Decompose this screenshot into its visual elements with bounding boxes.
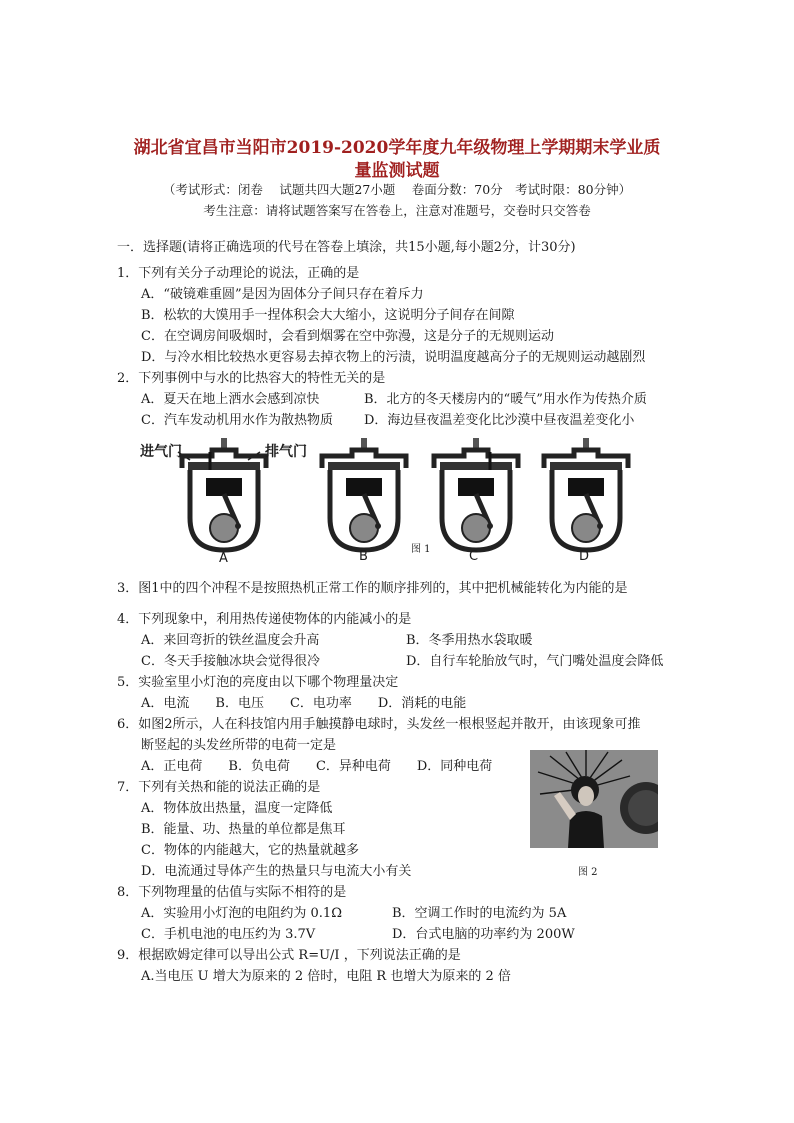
q4-stem: 4．下列现象中，利用热传递使物体的内能减小的是	[117, 612, 412, 627]
q1-option-b: B．松软的大馍用手一捏体积会大大缩小，这说明分子间存在间隙	[141, 308, 515, 323]
q7-stem: 7．下列有关热和能的说法正确的是	[117, 780, 321, 795]
engine-a-label: A	[219, 551, 228, 566]
exam-notice: 考生注意：请将试题答案写在答卷上，注意对准题号，交卷时只交答卷	[203, 203, 591, 218]
q2-option-b: B．北方的冬天楼房内的“暖气”用水作为传热介质	[364, 392, 647, 407]
q8-option-b: B．空调工作时的电流约为 5A	[392, 906, 567, 921]
engine-c-diagram	[434, 438, 518, 550]
q1-stem: 1．下列有关分子动理论的说法，正确的是	[117, 266, 360, 281]
q6-stem-line1: 6．如图2所示，人在科技馆内用手触摸静电球时，头发丝一根根竖起并散开，由该现象可推	[117, 717, 641, 732]
q3-stem: 3．图1中的四个冲程不是按照热机正常工作的顺序排列的，其中把机械能转化为内能的是	[117, 581, 628, 596]
q7-option-b: B．能量、功、热量的单位都是焦耳	[141, 822, 346, 837]
engine-d-diagram	[544, 438, 628, 550]
q6-options: A．正电荷 B．负电荷 C．异种电荷 D．同种电荷	[141, 759, 493, 774]
engine-b-diagram	[322, 438, 406, 550]
page-title-line1: 湖北省宜昌市当阳市2019-2020学年度九年级物理上学期期末学业质	[133, 138, 661, 158]
q9-stem: 9．根据欧姆定律可以导出公式 R=U/I ，下列说法正确的是	[117, 948, 461, 963]
q2-option-a: A．夏天在地上洒水会感到凉快	[141, 392, 320, 407]
q4-option-d: D．自行车轮胎放气时，气门嘴处温度会降低	[406, 654, 664, 669]
section-heading: 一．选择题(请将正确选项的代号在答卷上填涂，共15小题,每小题2分，计30分)	[117, 240, 576, 255]
engine-a-diagram	[182, 438, 266, 550]
q7-option-a: A．物体放出热量，温度一定降低	[141, 801, 333, 816]
q7-option-c: C．物体的内能越大，它的热量就越多	[141, 843, 359, 858]
q9-option-a: A.当电压 U 增大为原来的 2 倍时，电阻 R 也增大为原来的 2 倍	[141, 969, 511, 984]
q4-option-b: B．冬季用热水袋取暖	[406, 633, 533, 648]
q2-option-c: C．汽车发动机用水作为散热物质	[141, 413, 333, 428]
q8-option-a: A．实验用小灯泡的电阻约为 0.1Ω	[141, 906, 342, 921]
engine-d-label: D	[579, 549, 590, 564]
q8-option-d: D．台式电脑的功率约为 200W	[392, 927, 575, 942]
engine-b-label: B	[359, 549, 368, 564]
figure-2-static-hair-photo	[530, 750, 658, 848]
figure-2-caption: 图 2	[578, 867, 598, 878]
q6-stem-line2: 断竖起的头发丝所带的电荷一定是	[141, 738, 337, 753]
exhaust-valve-label: 排气门	[265, 444, 307, 460]
q8-stem: 8．下列物理量的估值与实际不相符的是	[117, 885, 347, 900]
q8-option-c: C．手机电池的电压约为 3.7V	[141, 927, 316, 942]
q1-option-c: C．在空调房间吸烟时，会看到烟雾在空中弥漫，这是分子的无规则运动	[141, 329, 554, 344]
q7-option-d: D．电流通过导体产生的热量只与电流大小有关	[141, 864, 412, 879]
page-title-line2: 量监测试题	[354, 161, 440, 181]
q4-option-a: A．来回弯折的铁丝温度会升高	[141, 633, 320, 648]
q4-option-c: C．冬天手接触冰块会觉得很冷	[141, 654, 320, 669]
engine-c-label: C	[469, 549, 479, 564]
q5-options: A．电流 B．电压 C．电功率 D．消耗的电能	[141, 696, 467, 711]
q1-option-a: A．“破镜难重圆”是因为固体分子间只存在着斥力	[141, 287, 424, 302]
q1-option-d: D．与冷水相比较热水更容易去掉衣物上的污渍，说明温度越高分子的无规则运动越剧烈	[141, 350, 646, 365]
figure-1-caption: 图 1	[411, 544, 431, 555]
exam-info: （考试形式：闭卷 试题共四大题27小题 卷面分数：70分 考试时限：80分钟）	[162, 182, 632, 197]
intake-valve-label: 进气门	[140, 444, 182, 460]
q2-option-d: D．海边昼夜温差变化比沙漠中昼夜温差变化小	[364, 413, 635, 428]
q2-stem: 2．下列事例中与水的比热容大的特性无关的是	[117, 371, 386, 386]
q5-stem: 5．实验室里小灯泡的亮度由以下哪个物理量决定	[117, 675, 399, 690]
